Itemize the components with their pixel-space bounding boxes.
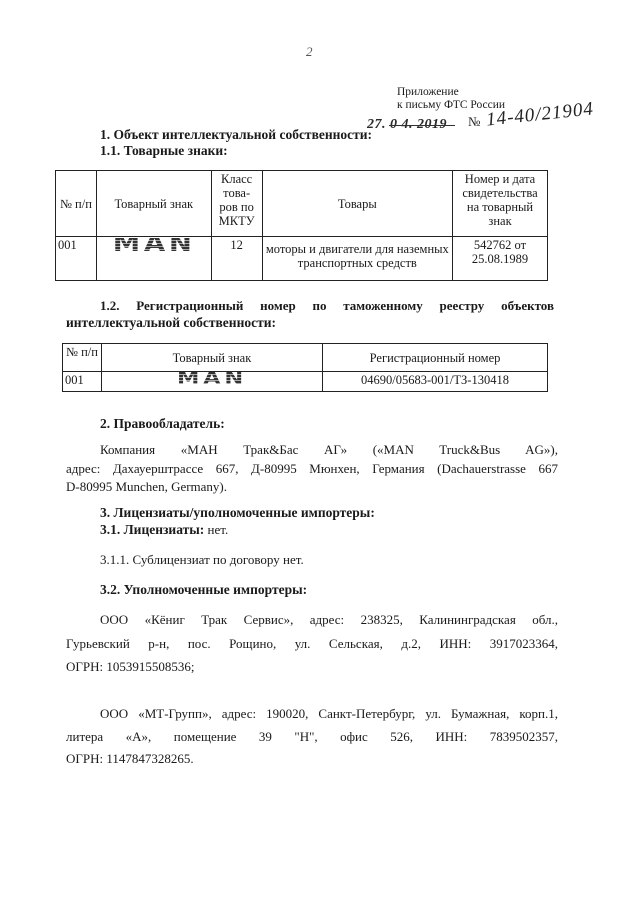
appendix-note [397,86,505,112]
importer-2-line-2: литера «А», помещение 39 "Н", офис 526, ИНН: 7839502357, [66,729,558,744]
page-number: 2 [306,44,313,59]
section-3-heading: 3. Лицензиаты/уполномоченные импортеры: [100,505,375,520]
cell-trademark [102,368,323,392]
section-1-2-heading-line-1: 1.2. Регистрационный номер по таможенному реестру объектов [100,298,554,313]
licensees-label: 3.1. Лицензиаты: [100,522,205,537]
header-cell-mark: Товарный знак [102,344,323,372]
cell-class: 12 [211,237,262,281]
letter-number-sign: № [468,114,481,129]
cell-goods: моторы и двигатели для наземных транспортных средств [262,237,452,281]
header-cell-num: № п/п [56,171,97,237]
table-row [56,237,548,281]
cell-num: 001 [63,372,102,392]
rightholder-line-3: D-80995 Munchen, Germany). [66,479,228,494]
header-cell-num: № п/п [63,344,102,372]
section-2-heading: 2. Правообладатель: [100,416,225,431]
letter-date-stamp: 27. 0 4. 2019 [367,117,447,132]
importer-1-line-3: ОГРН: 1053915508536; [66,659,195,674]
licensees-line [100,522,228,538]
header-cell-certificate: Номер и дата свидетельства на товарный знак [453,171,548,237]
letter-number-handwritten: 14-40/21904 [485,98,595,131]
sublicense-line: 3.1.1. Сублицензиат по договору нет. [100,552,304,567]
table-header-row [56,171,548,237]
licensees-value: нет. [204,522,229,537]
trademarks-table [55,170,548,281]
table-row [63,372,548,392]
man-logo: MAN [177,368,247,389]
rightholder-line-1: Компания «МАН Трак&Бас АГ» («MAN Truck&Bus AG»), [100,442,558,457]
appendix-line-1: Приложение [397,86,459,98]
importer-1-line-2: Гурьевский р-н, пос. Рощино, ул. Сельская, д.2, ИНН: 3917023364, [66,636,558,651]
appendix-line-2: к письму ФТС России [397,99,506,111]
header-cell-mark: Товарный знак [96,171,211,237]
importer-2-line-1: ООО «МТ-Групп», адрес: 190020, Санкт-Петербург, ул. Бумажная, корп.1, [100,706,558,721]
man-logo: MAN [112,232,196,257]
importers-heading: 3.2. Уполномоченные импортеры: [100,582,308,597]
importer-1-line-1: ООО «Кёниг Трак Сервис», адрес: 238325, Калининградская обл., [100,612,558,627]
rightholder-line-2: адрес: Дахауерштрассе 667, Д-80995 Мюнхен, Германия (Dachauerstrasse 667 [66,461,558,476]
section-1-1-heading: 1.1. Товарные знаки: [100,143,228,158]
header-cell-reg-number: Регистрационный номер [323,344,548,372]
customs-register-table [62,343,548,392]
section-1-heading: 1. Объект интеллектуальной собственности: [100,127,373,142]
table-header-row [63,344,548,372]
cell-reg-number: 04690/05683-001/ТЗ-130418 [323,372,548,392]
header-cell-class: Класс това- ров по МКТУ [211,171,262,237]
header-cell-goods: Товары [262,171,452,237]
cell-trademark [96,232,211,281]
importer-2-line-3: ОГРН: 1147847328265. [66,751,194,766]
cell-certificate: 542762 от 25.08.1989 [453,237,548,281]
cell-num: 001 [56,237,97,281]
section-1-2-heading-line-2: интеллектуальной собственности: [66,315,276,330]
